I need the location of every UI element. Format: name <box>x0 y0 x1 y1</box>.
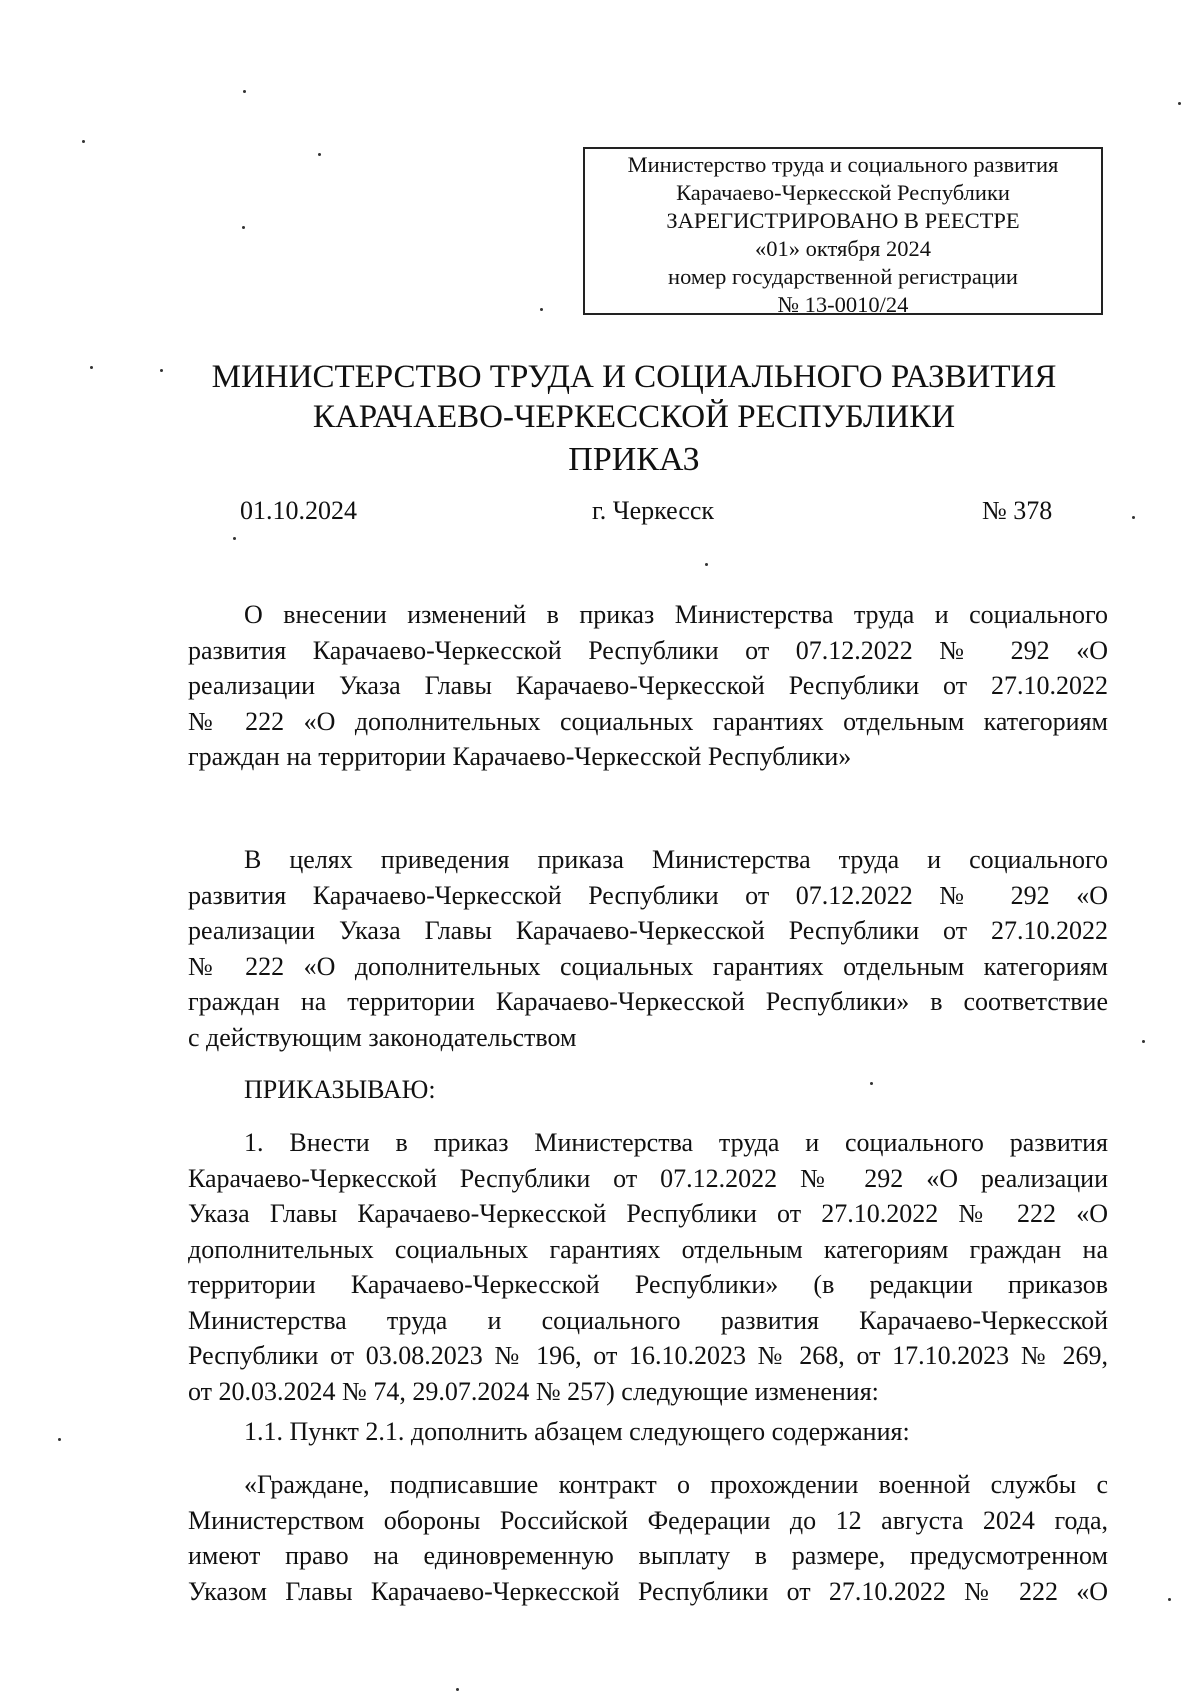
registration-stamp <box>583 147 1103 315</box>
subject-paragraph: О внесении изменений в приказ Министерства труда и социального развития Карачаево-Черкесской Республики от 07.12.2022 № 292 «О реализации Указа Главы Карачаево-Черкесской Республики от 27.10.2022 № 222 «О дополнительных социальных гарантиях отдельным категориям граждан на территории Карачаево-Черкесской Республики» <box>188 600 1108 771</box>
scan-speck <box>82 140 85 143</box>
scan-speck <box>242 226 245 229</box>
stamp-line: «01» октября 2024 <box>754 236 932 261</box>
scan-speck <box>456 1688 459 1691</box>
scan-speck <box>1132 516 1135 519</box>
scan-speck <box>1142 1040 1145 1043</box>
item-1-paragraph: 1. Внести в приказ Министерства труда и социального развития Карачаево-Черкесской Республики от 07.12.2022 № 292 «О реализации Указа Главы Карачаево-Черкесской Республики от 27.10.2022 № 222 «О дополнительных социальных гарантиях отдельным категориям граждан на территории Карачаево-Черкесской Республики» (в редакции приказов Министерства труда и социального развития Карачаево-Черкесской Республики от 03.08.2023 № 196, от 16.10.2023 № 268, от 17.10.2023 № 269, от 20.03.2024 № 74, 29.07.2024 № 257) следующие изменения: <box>188 1128 1108 1406</box>
scan-speck <box>540 308 543 311</box>
stamp-line: Министерство труда и социального развития <box>627 152 1059 177</box>
ministry-title-line-1: МИНИСТЕРСТВО ТРУДА И СОЦИАЛЬНОГО РАЗВИТИЯ <box>211 359 1057 395</box>
quoted-text-paragraph: «Граждане, подписавшие контракт о прохождении военной службы с Министерством обороны Российской Федерации до 12 августа 2024 года, имеют право на единовременную выплату в размере, предусмотренном Указом Главы Карачаево-Черкесской Республики от 27.10.2022 № 222 «О <box>188 1470 1108 1606</box>
stamp-line: ЗАРЕГИСТРИРОВАНО В РЕЕСТРЕ <box>666 208 1020 233</box>
scan-speck <box>705 563 708 566</box>
scan-speck <box>90 366 93 369</box>
document-meta-row <box>0 493 1200 529</box>
document-number: № 378 <box>982 496 1053 525</box>
item-1-1-paragraph: 1.1. Пункт 2.1. дополнить абзацем следующего содержания: <box>244 1417 910 1446</box>
scan-speck <box>233 537 236 540</box>
document-date: 01.10.2024 <box>240 496 357 525</box>
scan-speck <box>1168 1598 1171 1601</box>
scan-speck <box>243 90 246 93</box>
order-word: ПРИКАЗЫВАЮ: <box>244 1075 436 1104</box>
document-type-title: ПРИКАЗ <box>568 441 700 478</box>
stamp-line: Карачаево-Черкесской Республики <box>676 180 1010 205</box>
scan-speck <box>160 369 163 372</box>
scan-speck <box>870 1082 873 1085</box>
document-city: г. Черкесск <box>592 496 715 525</box>
stamp-line: № 13-0010/24 <box>777 292 909 317</box>
scan-speck <box>58 1438 61 1441</box>
stamp-line: номер государственной регистрации <box>668 264 1018 289</box>
purpose-paragraph: В целях приведения приказа Министерства труда и социального развития Карачаево-Черкесской Республики от 07.12.2022 № 292 «О реализации Указа Главы Карачаево-Черкесской Республики от 27.10.2022 № 222 «О дополнительных социальных гарантиях отдельным категориям граждан на территории Карачаево-Черкесской Республики» в соответствие с действующим законодательством <box>188 845 1108 1052</box>
scan-speck <box>318 153 321 156</box>
ministry-title-line-2: КАРАЧАЕВО-ЧЕРКЕССКОЙ РЕСПУБЛИКИ <box>312 399 956 435</box>
scan-speck <box>1178 102 1181 105</box>
